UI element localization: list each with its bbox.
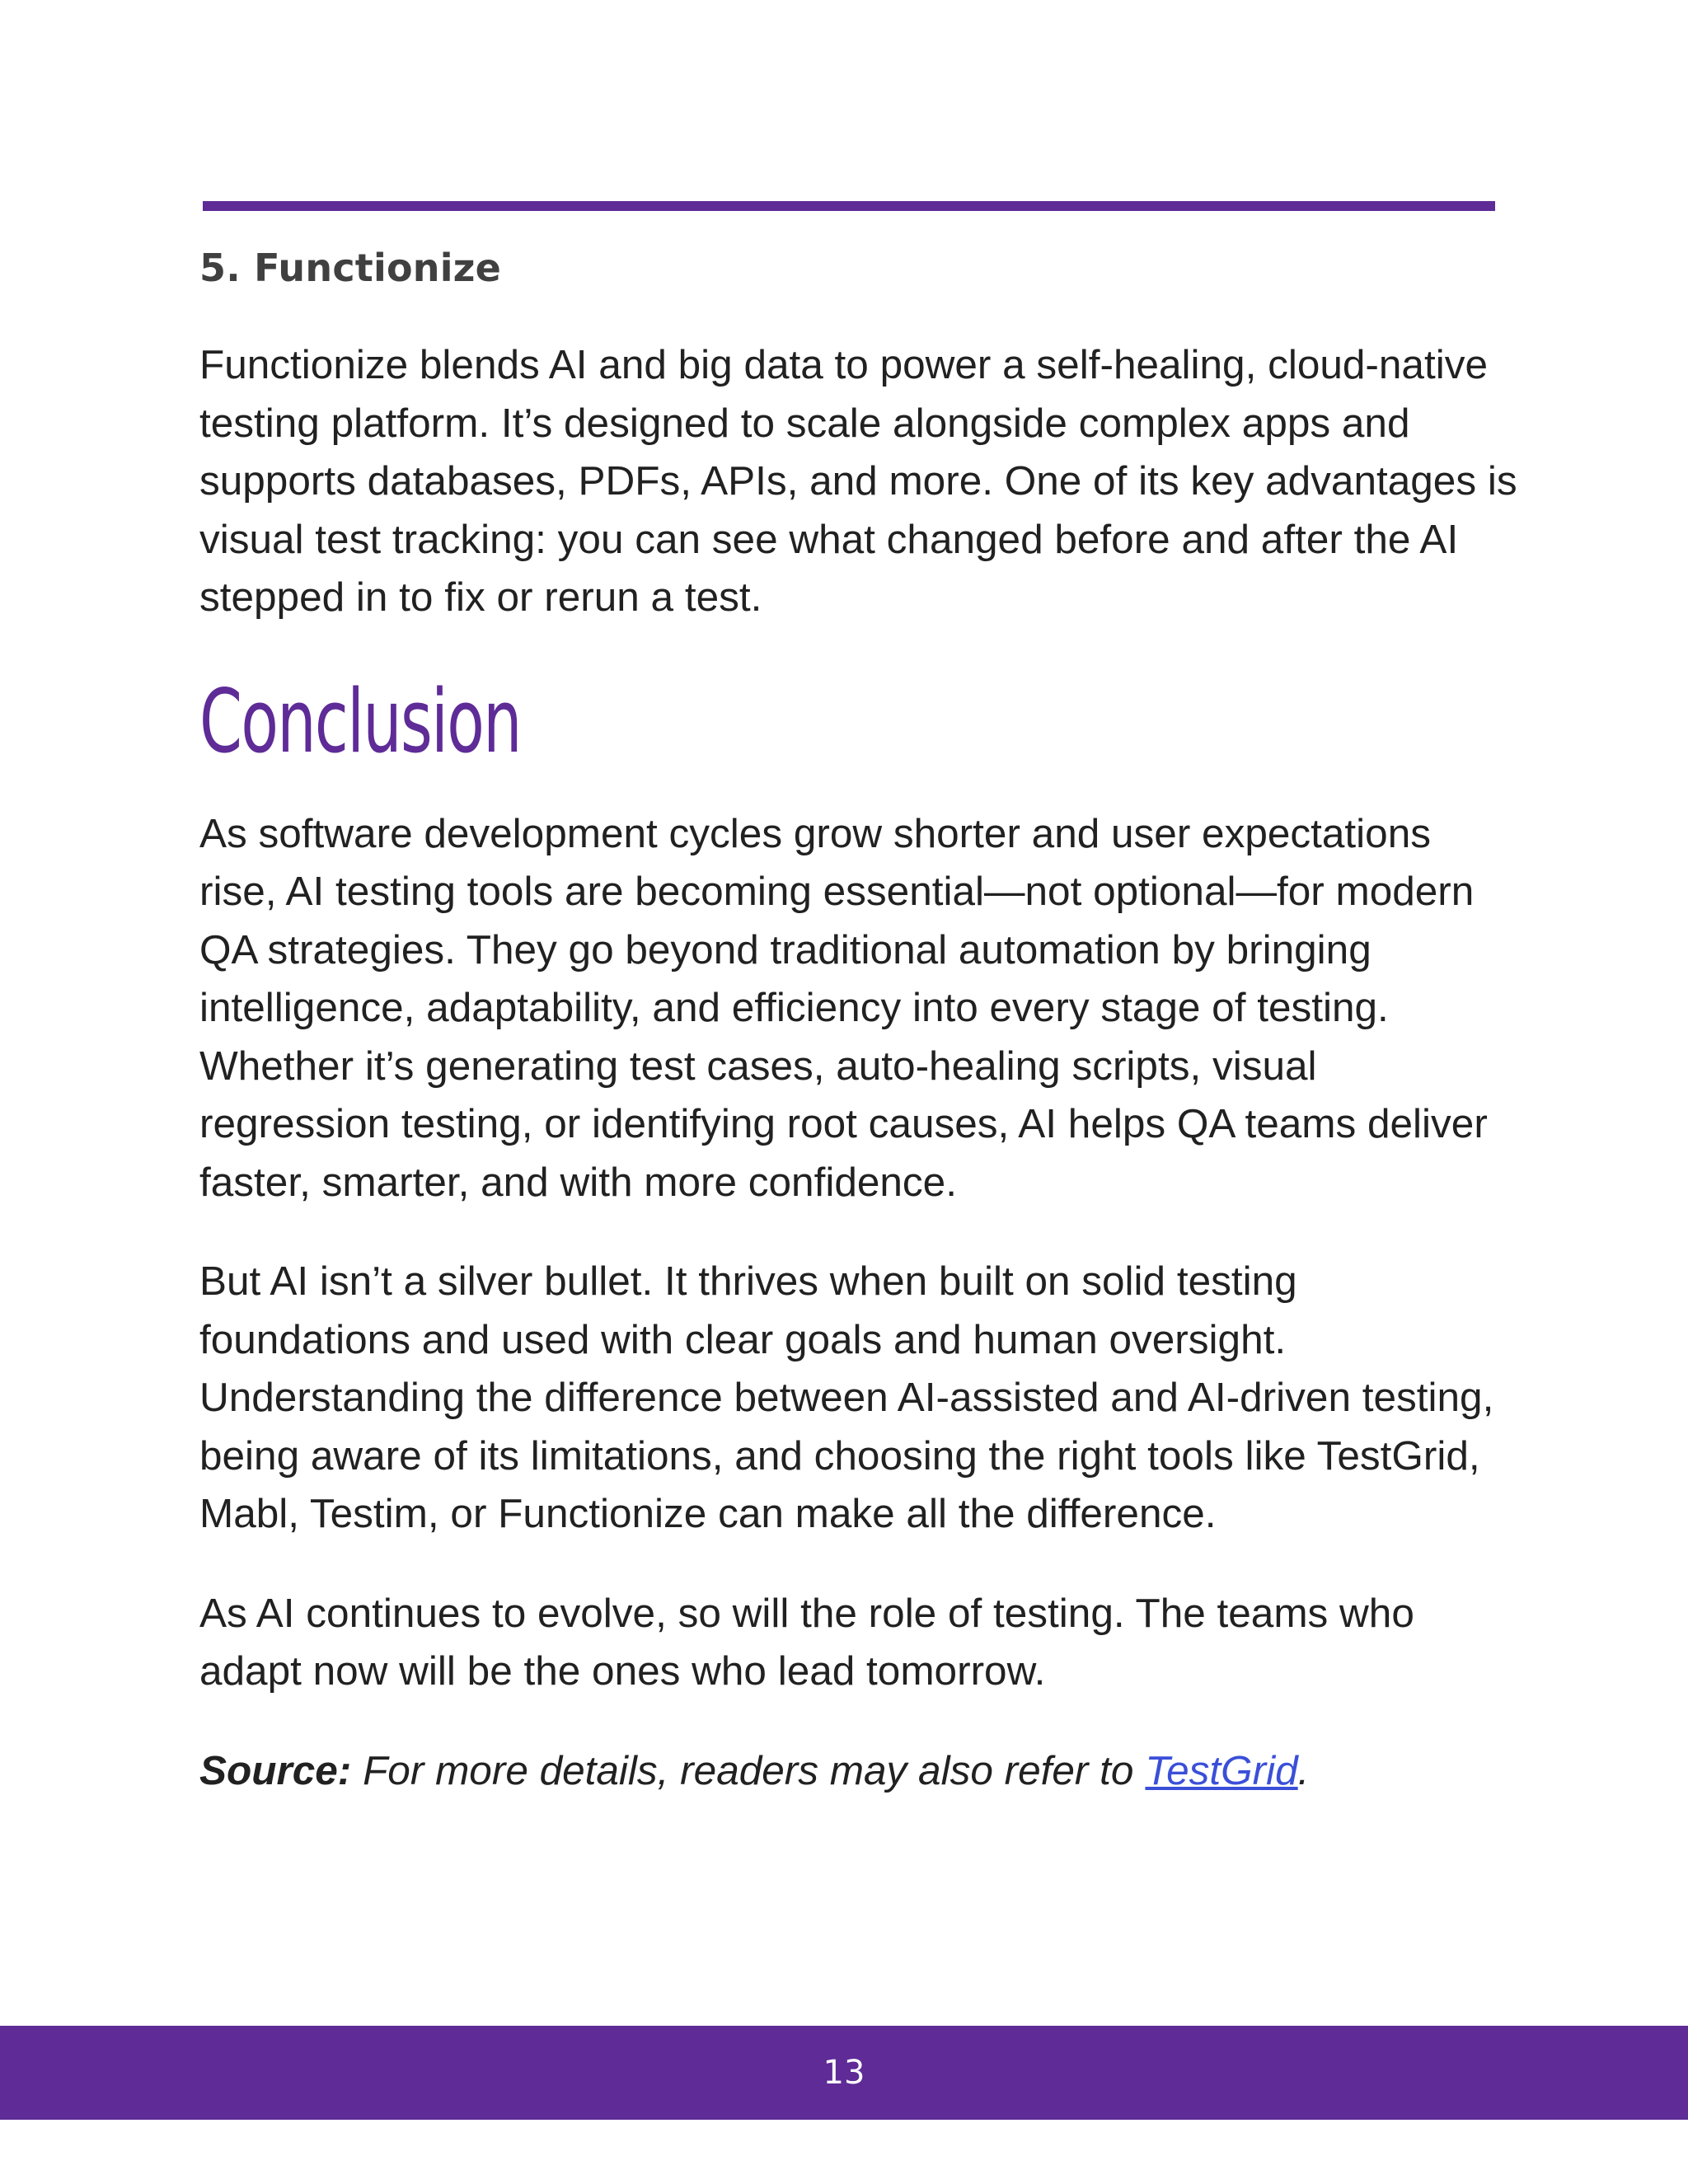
source-note <box>199 1742 1518 1801</box>
source-text: For more details, readers may also refer to <box>363 1747 1134 1793</box>
section-heading: 5. Functionize <box>199 246 502 290</box>
top-divider <box>203 201 1495 211</box>
source-label: Source: <box>199 1747 352 1793</box>
conclusion-paragraph-3: As AI continues to evolve, so will the role of testing. The teams who adapt now will be the ones who lead tomorrow. <box>199 1590 1414 1694</box>
conclusion-paragraph-1: As software development cycles grow shorter and user expectations rise, AI testing tools are becoming essential—not optional—for modern QA strategies. They go beyond traditional automation by bringing intelligence, adaptability, and efficiency into every stage of testing. Whether it’s generating test cases, auto-healing scripts, visual regression testing, or identifying root causes, AI helps QA teams deliver faster, smarter, and with more confidence. <box>199 810 1488 1205</box>
source-end: . <box>1297 1747 1310 1793</box>
testgrid-link[interactable]: TestGrid <box>1145 1747 1298 1793</box>
footer-bar <box>0 2026 1688 2120</box>
conclusion-paragraph-2: But AI isn’t a silver bullet. It thrives when built on solid testing foundations and used with clear goals and human oversight. Understanding the difference between AI-assisted and AI-driven testing, being aware of its limitations, and choosing the right tools like TestGrid, Mabl, Testim, or Functionize can make all the difference. <box>199 1258 1494 1536</box>
conclusion-title: Conclusion <box>199 670 521 772</box>
page-number: 13 <box>823 2054 865 2092</box>
functionize-paragraph: Functionize blends AI and big data to power a self-healing, cloud-native testing platform. It’s designed to scale alongside complex apps and supports databases, PDFs, APIs, and more. One of its key advantages is visual test tracking: you can see what changed before and after the AI stepped in to fix or rerun a test. <box>199 342 1517 620</box>
page-content <box>199 239 1518 1800</box>
